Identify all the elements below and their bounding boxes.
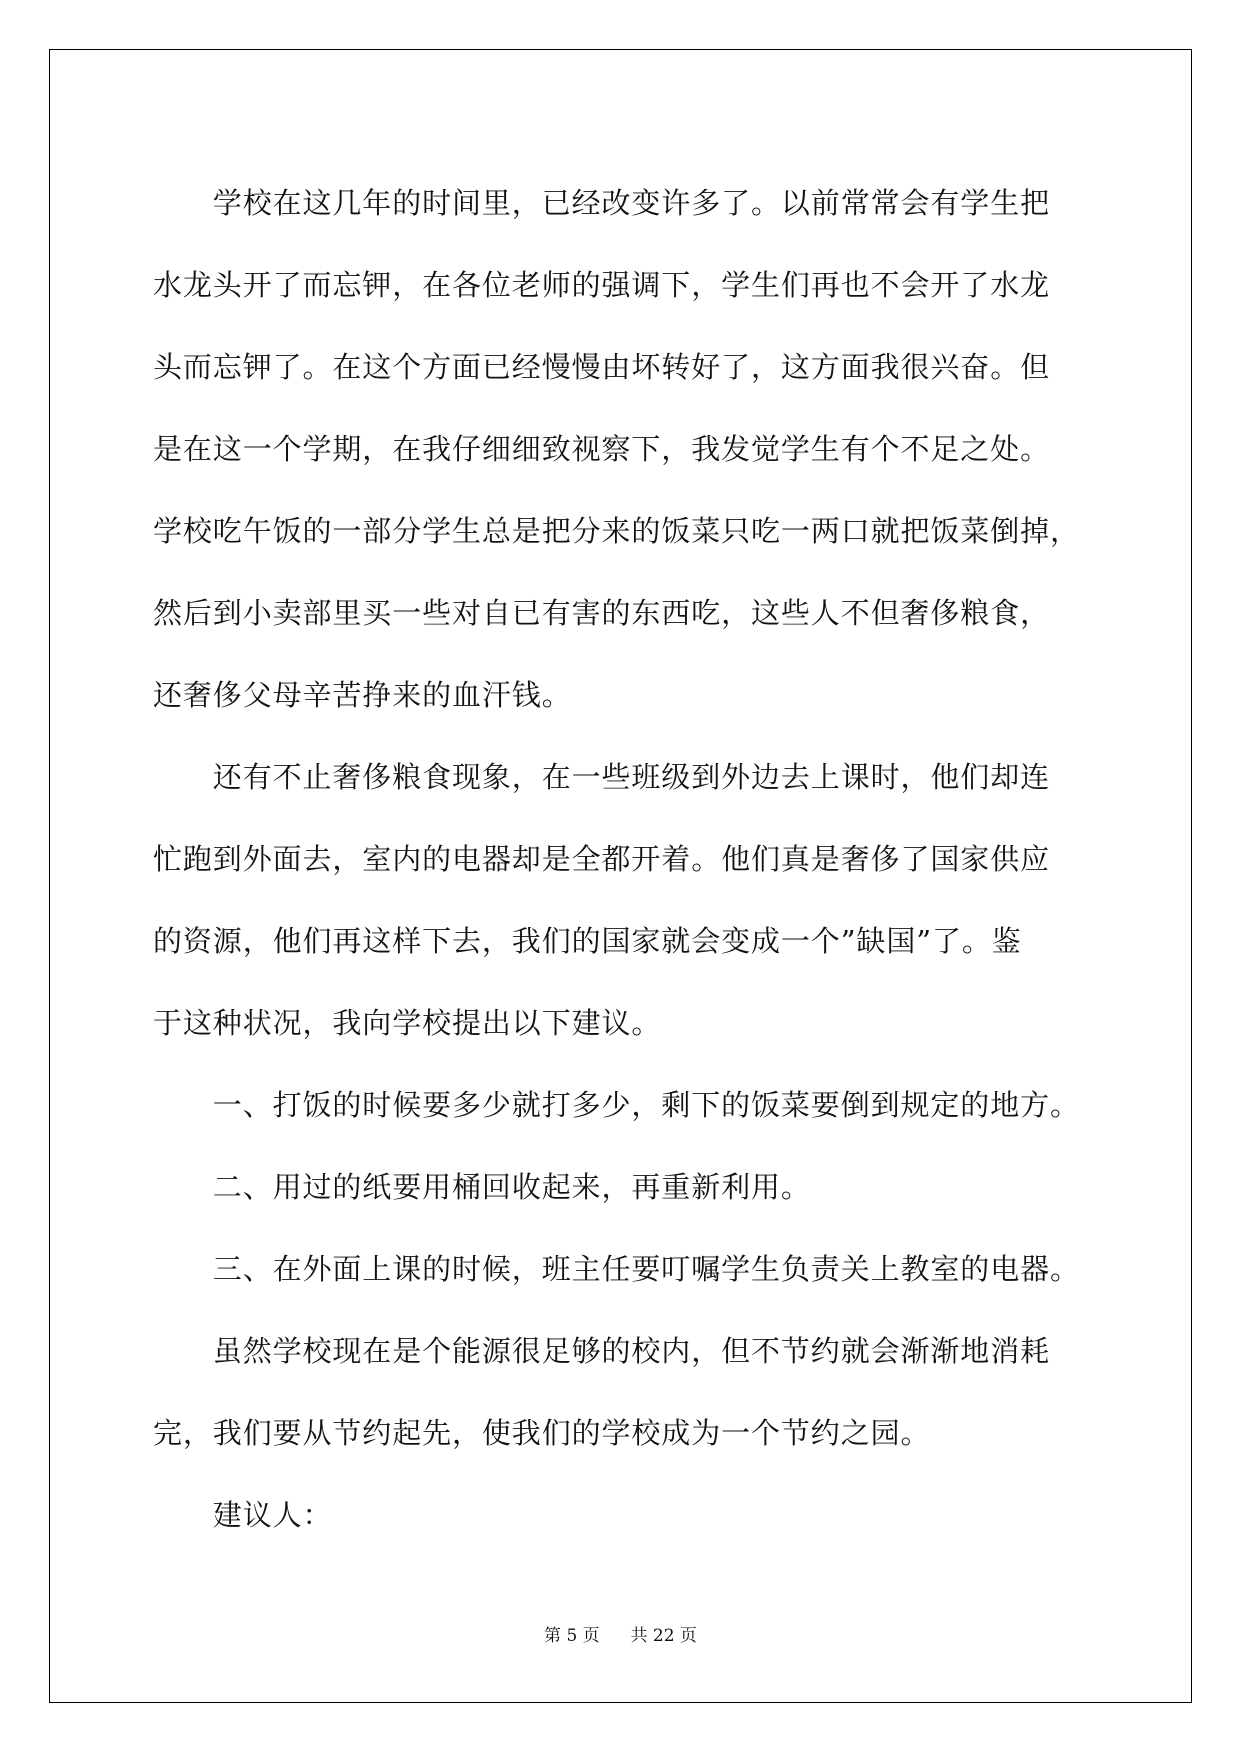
text-line: 水龙头开了而忘钾，在各位老师的强调下，学生们再也不会开了水龙: [153, 268, 1051, 302]
text-line: 还有不止奢侈粮食现象，在一些班级到外边去上课时，他们却连: [153, 760, 1051, 794]
text-line: 二、用过的纸要用桶回收起来，再重新利用。: [153, 1170, 811, 1204]
text-line: 头而忘钾了。在这个方面已经慢慢由坏转好了，这方面我很兴奋。但: [153, 350, 1051, 384]
page-total: 共 22 页: [630, 1626, 697, 1646]
text-line: 还奢侈父母辛苦挣来的血汗钱。: [153, 678, 572, 712]
text-line: 建议人：: [153, 1498, 333, 1532]
text-line: 三、在外面上课的时候，班主任要叮嘱学生负责关上教室的电器。: [153, 1252, 1080, 1286]
text-line: 于这种状况，我向学校提出以下建议。: [153, 1006, 662, 1040]
text-line: 一、打饭的时候要多少就打多少，剩下的饭菜要倒到规定的地方。: [153, 1088, 1080, 1122]
text-line: 完，我们要从节约起先，使我们的学校成为一个节约之园。: [153, 1416, 931, 1450]
text-line: 是在这一个学期，在我仔细细致视察下，我发觉学生有个不足之处。: [153, 432, 1051, 466]
text-line: 然后到小卖部里买一些对自已有害的东西吃，这些人不但奢侈粮食，: [153, 596, 1051, 630]
text-line: 学校吃午饭的一部分学生总是把分来的饭菜只吃一两口就把饭菜倒掉，: [153, 514, 1080, 548]
page-footer: [0, 1621, 1241, 1646]
text-line: 忙跑到外面去，室内的电器却是全都开着。他们真是奢侈了国家供应: [153, 842, 1051, 876]
text-line: 虽然学校现在是个能源很足够的校内，但不节约就会渐渐地消耗: [153, 1334, 1051, 1368]
text-line: 的资源，他们再这样下去，我们的国家就会变成一个”缺国”了。鉴: [153, 924, 1022, 958]
document-body: [153, 162, 1093, 1556]
text-line: 学校在这几年的时间里，已经改变许多了。以前常常会有学生把: [153, 186, 1051, 220]
page-number: 第 5 页: [544, 1626, 600, 1646]
